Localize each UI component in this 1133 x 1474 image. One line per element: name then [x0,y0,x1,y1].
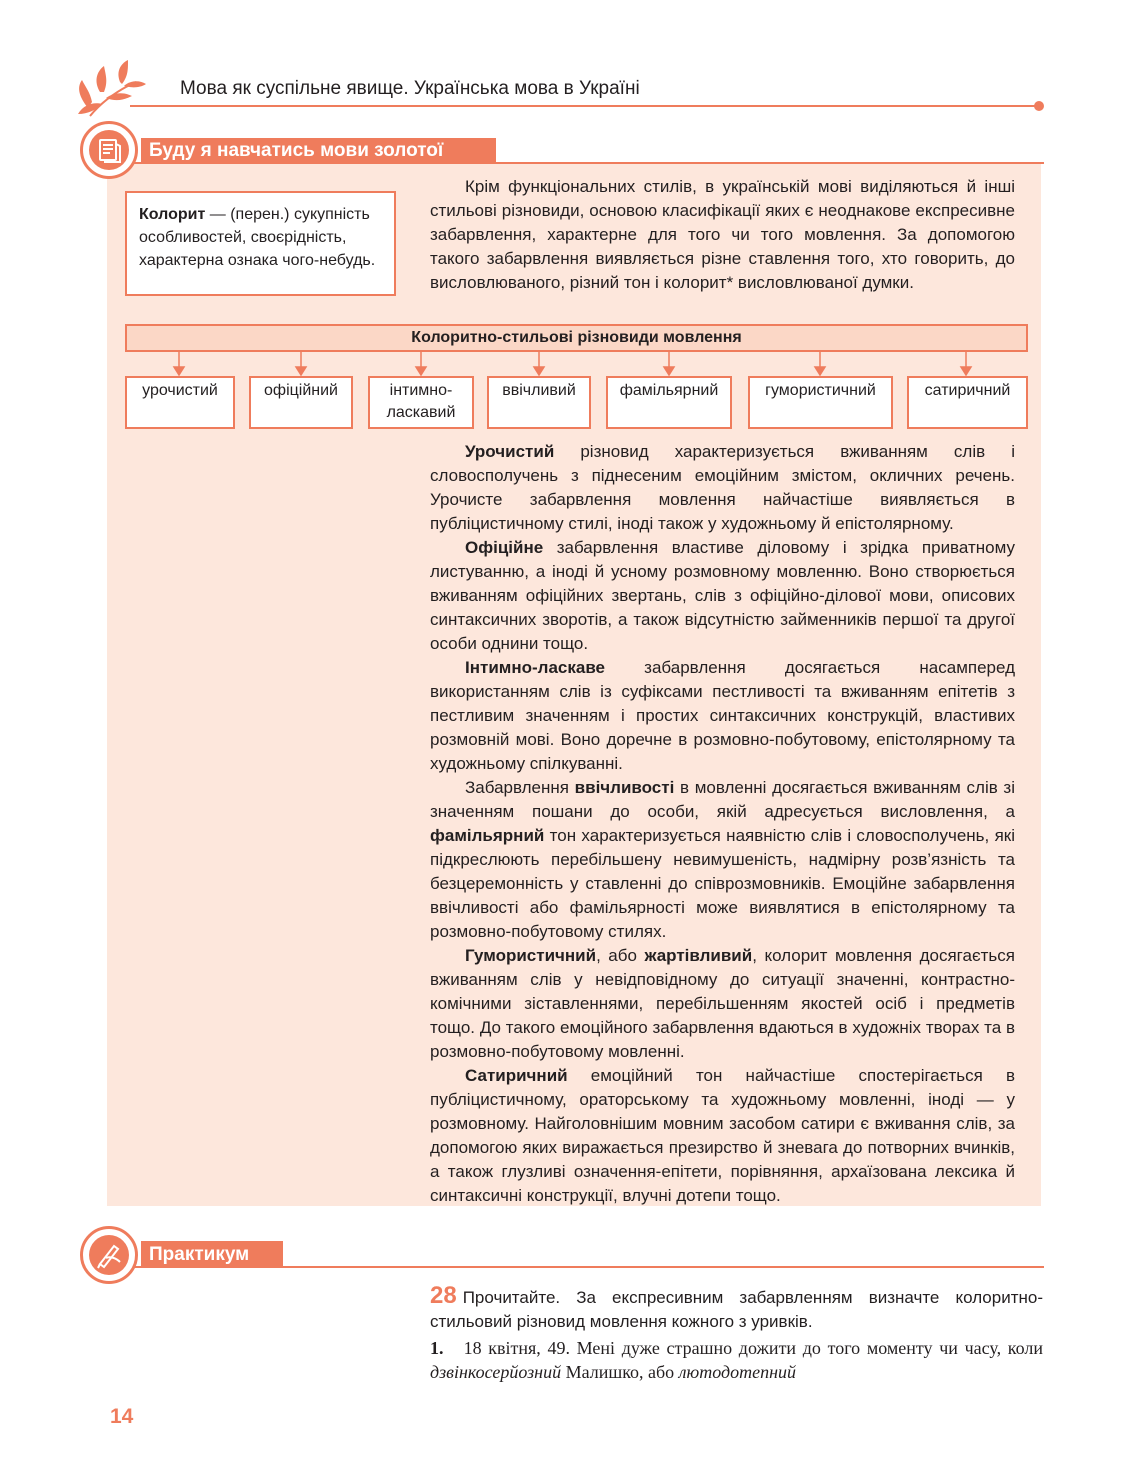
intro-text: Крім функціональних стилів, в українській мові виділяються й інші стильові різновиди, основою класифікації яких є неоднакове експресивне забарвлення, характерне для того чи того мовлення. За допомогою такого забарвлення виявляється різне ставлення того, хто говорить, до висловлюваного, різний тон і колорит* висловлюваної думки. [430,177,1015,292]
theory-body [430,440,1015,1208]
exercise-instruction [430,1284,1043,1334]
flower-ornament-icon [70,58,150,118]
paragraph-text: , або [596,946,645,965]
term-intymno-laskave: Інтимно-ласкаве [465,658,606,677]
running-header: Мова як суспільне явище. Українська мова в Україні [180,78,640,99]
term-zhartivlyvyi: жартівливий [644,946,753,965]
exercise-excerpt [430,1336,1043,1384]
style-box-familiarnyi: фамільярний [606,376,732,429]
diagram-arrows [0,350,1133,378]
theory-badge [80,121,138,179]
section-heading-practicum: Практикум [141,1241,283,1268]
style-box-ofitsiinyi: офіційний [249,376,353,429]
book-icon [94,135,124,165]
paragraph-text: в мовленні досягається вживанням слів зі значенням пошани до особи, якій адресується висловлення, а [430,778,1016,821]
term-familiarnyi: фамільярний [430,826,545,845]
page-number: 14 [110,1405,134,1428]
header-rule [130,105,1038,107]
paragraph-intymno-laskave [430,656,1015,776]
paragraph-vvichlyvist [430,776,1015,944]
exercise-28 [430,1284,1043,1384]
excerpt-number: 1. [430,1338,444,1358]
style-box-intymno-laskavyi: інтимно-ласкавий [368,376,474,429]
paragraph-text: забарвлення досягається насамперед використанням слів із суфіксами пестливості та вживанням епітетів з пестливим значенням і простих синтаксичних конструкцій, властивих розмовній мові. Воно доречне в розмовно-побутовому, епістолярному та художньому спілкуванні. [430,658,1015,773]
style-box-vvichlyvyi: ввічливий [487,376,591,429]
term-ofitsiine: Офіційне [465,538,544,557]
paragraph-text: забарвлення властиве діловому і зрідка приватному листуванню, а іноді й усному розмовному мовленню. Воно створюється вживанням офіційних звертань, слів з офіційно-ділової мови, описових синтаксичних зворотів, а також відсутністю займенників першої та другої особи однини тощо. [430,538,1015,653]
paragraph-ofitsiine [430,536,1015,656]
exercise-number: 28 [430,1282,457,1309]
paragraph-text: різновид характеризується вживанням слів і словосполучень з піднесеним емоційним змістом, окличних речень. Урочисте забарвлення мовлення найчастіше виявляється в публіцистичному стилі, іноді також у художньому й епістолярному. [430,442,1015,533]
paragraph-text: Забарвлення [465,778,575,797]
paragraph-satyrychnyi [430,1064,1015,1208]
excerpt-italic: дзвінкосерйозний [430,1362,562,1382]
writing-hand-icon [94,1240,124,1270]
practicum-badge [80,1226,138,1284]
definition-term: Колорит [139,206,206,223]
paragraph-text: , колорит мовлення досягається вживанням слів у невідповідному до ситуації значенні, контрастно-комічними зіставленнями, перебільшенням якостей осіб і предметів тощо. До такого емоційного забарвлення вдаються в художніх творах та в розмовно-побутовому мовленні. [430,946,1015,1061]
paragraph-text: емоційний тон найчастіше спостерігається в публіцистичному, ораторському та художньому мовленні, іноді — у розмовному. Найголовнішим мовним засобом сатири є вживання слів, за допомогою яких виражається презирство й зневага до потворних вчинків, а також глузливі означення-епітети, порівняння, архаїзована лексика й синтаксичні конструкції, влучні дотепи тощо. [430,1066,1015,1205]
definition-box [125,191,396,296]
term-urochystyi: Урочистий [465,442,555,461]
header-rule-dot [1034,101,1044,111]
style-box-humorystychnyi: гумористичний [748,376,893,429]
style-box-satyrychnyi: сатиричний [907,376,1028,429]
style-box-urochystyi: урочистий [125,376,235,429]
instruction-text: Прочитайте. За експресивним забарвленням визначте колоритно-стильовий різновид мовлення кожного з уривків. [430,1288,1043,1331]
term-satyrychnyi: Сатиричний [465,1066,568,1085]
paragraph-text: тон характеризується наявністю слів і словосполучень, які підкреслюють перебільшену невимушеність, надмірну розв’язність та безцеремонність у ставленні до співрозмовників. Емоційне забарвлення ввічливості або фамільярності може виявлятися в епістолярному та розмовно-побутовому стилях. [430,826,1015,941]
excerpt-text: Малишко, або [561,1362,679,1382]
term-vvichlyvist: ввічливості [574,778,675,797]
excerpt-italic: лютодотепний [678,1362,796,1382]
paragraph-humorystychnyi [430,944,1015,1064]
definition-text: — (перен.) сукупність особливостей, своєрідність, характерна ознака чого-небудь. [139,206,376,269]
section-heading-theory: Буду я навчатись мови золотої [141,138,496,164]
intro-paragraph [430,175,1015,295]
term-humorystychnyi: Гумористичний [465,946,597,965]
paragraph-urochystyi [430,440,1015,536]
diagram-title: Колоритно-стильові різновиди мовлення [125,324,1028,352]
excerpt-text: 18 квітня, 49. Мені дуже страшно дожити до того моменту чи часу, коли [463,1338,1043,1358]
